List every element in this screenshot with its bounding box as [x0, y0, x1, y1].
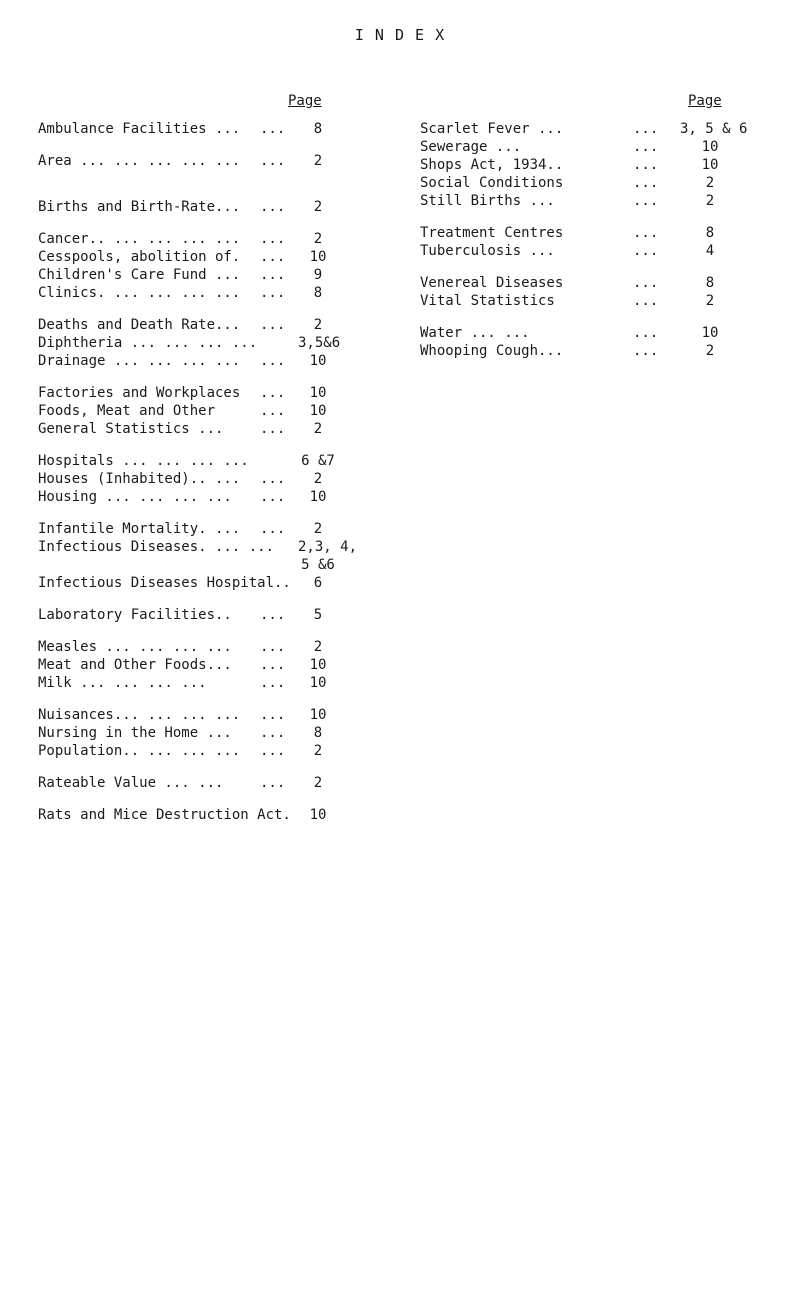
index-entry [420, 242, 760, 260]
entry-leader-dots: ... [260, 657, 286, 673]
entry-label: Hospitals ... ... ... ... [38, 453, 249, 469]
left-index-column [38, 120, 368, 824]
entry-page-number: 2,3, 4, [298, 539, 358, 555]
index-entry [38, 420, 368, 438]
index-entry [420, 138, 760, 156]
entry-leader-dots: ... [260, 403, 286, 419]
entry-page-number: 2 [705, 175, 715, 191]
entry-page-number: 2 [705, 343, 715, 359]
entry-label: Nuisances... ... ... ... [38, 707, 241, 723]
entry-page-number: 2 [313, 317, 323, 333]
entry-page-number: 10 [701, 325, 719, 341]
spacer [38, 760, 368, 774]
entry-leader-dots: ... [260, 153, 286, 169]
right-page-heading: Page [688, 93, 722, 109]
entry-label: Still Births ... [420, 193, 555, 209]
entry-leader-dots: ... [260, 707, 286, 723]
entry-label: Foods, Meat and Other [38, 403, 216, 419]
spacer [38, 792, 368, 806]
index-entry [420, 274, 760, 292]
index-entry [38, 574, 368, 592]
index-entry [420, 324, 760, 342]
entry-label: Meat and Other Foods... [38, 657, 232, 673]
entry-label: Area ... ... ... ... ... [38, 153, 241, 169]
entry-label: Population.. ... ... ... [38, 743, 241, 759]
entry-leader-dots: ... [633, 275, 659, 291]
entry-page-number: 10 [309, 403, 327, 419]
spacer [420, 260, 760, 274]
entry-label: Factories and Workplaces [38, 385, 241, 401]
index-entry [38, 488, 368, 506]
entry-leader-dots: ... [633, 225, 659, 241]
index-entry [420, 292, 760, 310]
entry-leader-dots: ... [260, 607, 286, 623]
entry-label: Scarlet Fever ... [420, 121, 564, 137]
index-entry [38, 724, 368, 742]
entry-label: Tuberculosis ... [420, 243, 555, 259]
entry-page-number: 2 [313, 521, 323, 537]
entry-label: Sewerage ... [420, 139, 522, 155]
entry-page-number: 5 &6 [301, 557, 335, 573]
spacer [38, 216, 368, 230]
index-entry [420, 174, 760, 192]
entry-leader-dots: ... [633, 193, 659, 209]
index-entry [38, 674, 368, 692]
entry-page-number: 10 [701, 139, 719, 155]
entry-page-number: 2 [313, 639, 323, 655]
left-page-heading: Page [288, 93, 322, 109]
entry-leader-dots: ... [260, 725, 286, 741]
entry-label: Vital Statistics [420, 293, 555, 309]
index-entry [38, 152, 368, 170]
entry-leader-dots: ... [260, 353, 286, 369]
index-entry [38, 470, 368, 488]
index-entry [38, 316, 368, 334]
entry-label: Rateable Value ... ... [38, 775, 224, 791]
spacer [38, 370, 368, 384]
index-entry [38, 706, 368, 724]
entry-leader-dots: ... [633, 343, 659, 359]
entry-label: Laboratory Facilities.. [38, 607, 232, 623]
entry-page-number: 6 [313, 575, 323, 591]
entry-page-number: 2 [313, 199, 323, 215]
entry-label: Diphtheria ... ... ... ... [38, 335, 258, 351]
entry-page-number: 10 [309, 385, 327, 401]
right-index-column [420, 120, 760, 360]
spacer [38, 138, 368, 152]
entry-leader-dots: ... [260, 121, 286, 137]
entry-label: Treatment Centres [420, 225, 564, 241]
entry-label: Ambulance Facilities ... [38, 121, 241, 137]
entry-label: Clinics. ... ... ... ... [38, 285, 241, 301]
entry-page-number: 10 [309, 657, 327, 673]
entry-label: Shops Act, 1934.. [420, 157, 564, 173]
entry-leader-dots: ... [260, 489, 286, 505]
entry-label: Deaths and Death Rate... [38, 317, 241, 333]
entry-label: Houses (Inhabited).. ... [38, 471, 241, 487]
entry-label: Cancer.. ... ... ... ... [38, 231, 241, 247]
page-title: I N D E X [354, 26, 446, 44]
entry-label: Milk ... ... ... ... [38, 675, 207, 691]
index-entry [420, 224, 760, 242]
entry-page-number: 2 [313, 231, 323, 247]
index-entry [38, 384, 368, 402]
entry-page-number: 2 [705, 193, 715, 209]
entry-leader-dots: ... [633, 293, 659, 309]
entry-leader-dots: ... [260, 199, 286, 215]
index-entry [38, 352, 368, 370]
spacer [420, 210, 760, 224]
index-entry [38, 520, 368, 538]
entry-label: Drainage ... ... ... ... [38, 353, 241, 369]
entry-label: Children's Care Fund ... [38, 267, 241, 283]
spacer [38, 592, 368, 606]
entry-label: Cesspools, abolition of. [38, 249, 241, 265]
entry-leader-dots: ... [260, 521, 286, 537]
spacer [420, 310, 760, 324]
entry-label: Infantile Mortality. ... [38, 521, 241, 537]
entry-page-number: 10 [309, 353, 327, 369]
index-entry [38, 230, 368, 248]
entry-leader-dots: ... [260, 267, 286, 283]
index-entry [420, 156, 760, 174]
entry-leader-dots: ... [260, 317, 286, 333]
entry-page-number: 2 [313, 775, 323, 791]
spacer [38, 170, 368, 198]
entry-leader-dots: ... [260, 675, 286, 691]
entry-label: Infectious Diseases Hospital.. [38, 575, 291, 591]
index-entry [420, 342, 760, 360]
entry-page-number: 8 [313, 121, 323, 137]
entry-page-number: 2 [705, 293, 715, 309]
entry-leader-dots: ... [260, 775, 286, 791]
entry-page-number: 10 [309, 249, 327, 265]
spacer [38, 302, 368, 316]
index-entry [38, 556, 368, 574]
entry-page-number: 8 [313, 725, 323, 741]
entry-leader-dots: ... [260, 743, 286, 759]
entry-page-number: 8 [705, 275, 715, 291]
entry-page-number: 3, 5 & 6 [680, 121, 748, 137]
entry-leader-dots: ... [260, 231, 286, 247]
entry-label: Births and Birth-Rate... [38, 199, 241, 215]
entry-page-number: 8 [313, 285, 323, 301]
index-entry [420, 120, 760, 138]
entry-leader-dots: ... [633, 139, 659, 155]
entry-page-number: 10 [701, 157, 719, 173]
index-entry [38, 120, 368, 138]
index-entry [38, 742, 368, 760]
index-entry [38, 402, 368, 420]
index-entry [38, 638, 368, 656]
spacer [38, 438, 368, 452]
entry-leader-dots: ... [260, 285, 286, 301]
entry-page-number: 2 [313, 421, 323, 437]
index-entry [38, 806, 368, 824]
entry-leader-dots: ... [260, 421, 286, 437]
entry-label: Social Conditions [420, 175, 564, 191]
entry-leader-dots: ... [633, 243, 659, 259]
entry-label: Housing ... ... ... ... [38, 489, 232, 505]
entry-leader-dots: ... [260, 385, 286, 401]
entry-page-number: 10 [309, 489, 327, 505]
index-entry [38, 198, 368, 216]
entry-page-number: 10 [309, 807, 327, 823]
entry-page-number: 4 [705, 243, 715, 259]
entry-leader-dots: ... [633, 325, 659, 341]
entry-page-number: 2 [313, 471, 323, 487]
spacer [38, 692, 368, 706]
index-entry [420, 192, 760, 210]
index-entry [38, 334, 368, 352]
index-entry [38, 656, 368, 674]
entry-page-number: 3,5&6 [298, 335, 341, 351]
entry-page-number: 2 [313, 743, 323, 759]
entry-page-number: 10 [309, 675, 327, 691]
entry-label: Whooping Cough... [420, 343, 564, 359]
entry-leader-dots: ... [260, 249, 286, 265]
entry-leader-dots: ... [260, 639, 286, 655]
index-entry [38, 774, 368, 792]
entry-page-number: 2 [313, 153, 323, 169]
index-entry [38, 452, 368, 470]
entry-leader-dots: ... [633, 157, 659, 173]
entry-label: Measles ... ... ... ... [38, 639, 232, 655]
entry-leader-dots: ... [633, 175, 659, 191]
entry-page-number: 9 [313, 267, 323, 283]
entry-label: Water ... ... [420, 325, 530, 341]
entry-label: General Statistics ... [38, 421, 224, 437]
index-entry [38, 248, 368, 266]
spacer [38, 624, 368, 638]
index-entry [38, 266, 368, 284]
entry-label: Venereal Diseases [420, 275, 564, 291]
entry-page-number: 5 [313, 607, 323, 623]
entry-leader-dots: ... [260, 471, 286, 487]
entry-label: Nursing in the Home ... [38, 725, 232, 741]
index-entry [38, 284, 368, 302]
entry-page-number: 10 [309, 707, 327, 723]
index-entry [38, 606, 368, 624]
entry-leader-dots: ... [633, 121, 659, 137]
entry-label: Rats and Mice Destruction Act. [38, 807, 291, 823]
entry-page-number: 6 &7 [301, 453, 335, 469]
index-entry [38, 538, 368, 556]
entry-page-number: 8 [705, 225, 715, 241]
entry-label: Infectious Diseases. ... ... [38, 539, 275, 555]
spacer [38, 506, 368, 520]
